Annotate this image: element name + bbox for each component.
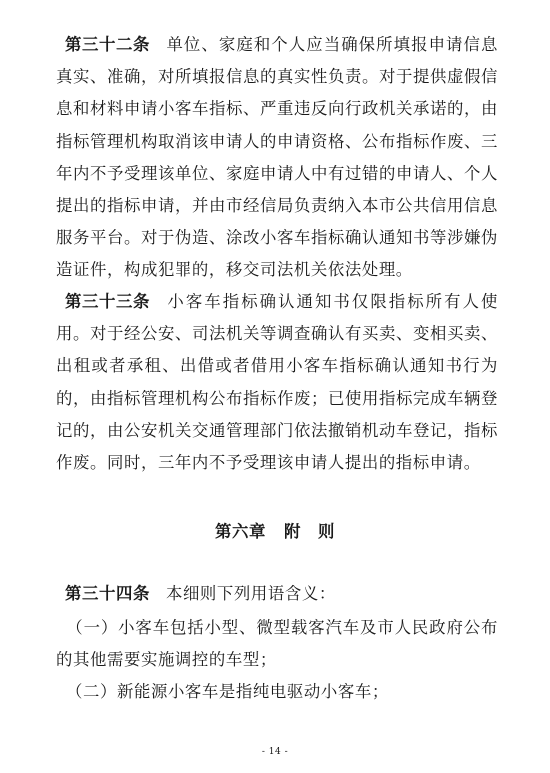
list-item [56,612,498,676]
article-34-text: 本细则下列用语含义： [165,584,336,603]
chapter-title: 附 则 [284,522,335,541]
list-item [56,676,498,708]
article-33-label: 第三十三条 [65,292,150,311]
chapter-number: 第六章 [215,522,266,541]
chapter-heading [0,516,550,548]
article-33-text: 小客车指标确认通知书仅限指标所有人使用。对于经公安、司法机关等调查确认有买卖、变相买卖、出租或者承租、出借或者借用小客车指标确认通知书行为的，由指标管理机构公布指标作废；已使用指标完成车辆登记的，由公安机关交通管理部门依法撤销机动车登记，指标作废。同时，三年内不予受理该申请人提出的指标申请。 [56,292,498,473]
article-34-label: 第三十四条 [65,584,150,603]
article-33-paragraph [56,286,498,479]
article-32-text: 单位、家庭和个人应当确保所填报申请信息真实、准确，对所填报信息的真实性负责。对于提供虚假信息和材料申请小客车指标、严重违反向行政机关承诺的，由指标管理机构取消该申请人的申请资格、公布指标作废、三年内不予受理该单位、家庭申请人中有过错的申请人、个人提出的指标申请，并由市经信局负责纳入本市公共信用信息服务平台。对于伪造、涂改小客车指标确认通知书等涉嫌伪造证件，构成犯罪的，移交司法机关依法处理。 [56,35,498,280]
list-item-text: （一）小客车包括小型、微型载客汽车及市人民政府公布的其他需要实施调控的车型； [56,618,498,670]
article-34-paragraph [56,578,498,610]
page-number: - 14 - [261,747,289,757]
list-item-text: （二）新能源小客车是指纯电驱动小客车； [66,682,389,701]
article-32-label: 第三十二条 [65,35,150,54]
article-32-paragraph [56,29,498,287]
